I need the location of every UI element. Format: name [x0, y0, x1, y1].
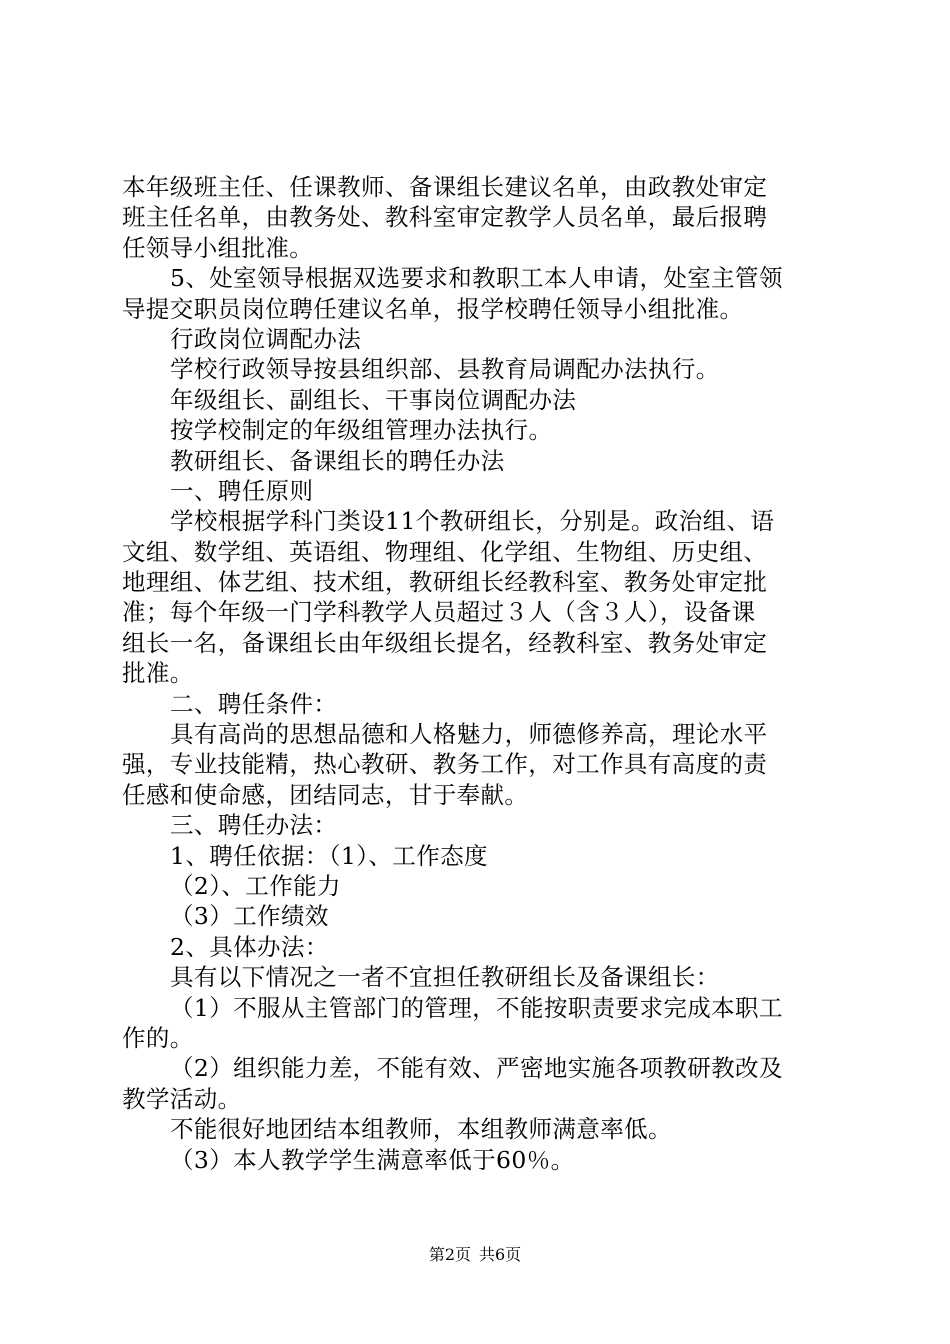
- text-line: 作的。: [122, 1023, 194, 1052]
- text-line: 2、具体办法：: [170, 932, 329, 961]
- text-line: （3）本人教学学生满意率低于60％。: [170, 1145, 575, 1174]
- text-line: 本年级班主任、任课教师、备课组长建议名单，由政教处审定: [122, 173, 768, 201]
- page-footer: [0, 1245, 950, 1265]
- document-body: [122, 172, 834, 1175]
- text-line: 具有以下情况之一者不宜担任教研组长及备课组长：: [170, 963, 720, 992]
- text-line: 1、聘任依据：（1）、工作态度: [170, 841, 488, 870]
- text-line: 具有高尚的思想品德和人格魅力，师德修养高，理论水平: [170, 720, 768, 749]
- text-line: （2）组织能力差，不能有效、严密地实施各项教研教改及: [170, 1054, 783, 1083]
- text-line: 任感和使命感，团结同志，甘于奉献。: [122, 780, 529, 809]
- text-line: 年级组长、副组长、干事岗位调配办法: [170, 385, 577, 414]
- text-line: 行政岗位调配办法: [170, 324, 362, 353]
- text-line: 批准。: [122, 659, 194, 688]
- text-line: 班主任名单，由教务处、教科室审定教学人员名单，最后报聘: [122, 203, 768, 232]
- text-line: 准；每个年级一门学科教学人员超过３人（含３人），设备课: [122, 598, 756, 627]
- text-line: 一、聘任原则: [170, 476, 314, 505]
- text-line: 导提交职员岗位聘任建议名单，报学校聘任领导小组批准。: [122, 294, 744, 323]
- text-line: 文组、数学组、英语组、物理组、化学组、生物组、历史组、: [122, 537, 768, 566]
- text-line: 学校根据学科门类设11个教研组长，分别是。政治组、语: [170, 507, 775, 536]
- text-line: 地理组、体艺组、技术组，教研组长经教科室、教务处审定批: [122, 568, 768, 597]
- text-line: 组长一名，备课组长由年级组长提名，经教科室、教务处审定: [122, 628, 768, 657]
- text-line: 不能很好地团结本组教师，本组教师满意率低。: [170, 1115, 672, 1144]
- page-total: 共6页: [479, 1245, 522, 1264]
- text-line: 教学活动。: [122, 1084, 242, 1113]
- text-line: 强，专业技能精，热心教研、教务工作，对工作具有高度的责: [122, 750, 768, 779]
- text-line: 学校行政领导按县组织部、县教育局调配办法执行。: [170, 355, 720, 384]
- text-line: 任领导小组批准。: [122, 233, 314, 262]
- text-line: 三、聘任办法：: [170, 811, 338, 840]
- text-line: 二、聘任条件：: [170, 689, 338, 718]
- text-line: 按学校制定的年级组管理办法执行。: [170, 416, 553, 445]
- text-line: （2）、工作能力: [170, 871, 341, 900]
- text-line: 5、处室领导根据双选要求和教职工本人申请，处室主管领: [170, 264, 783, 293]
- text-line: 教研组长、备课组长的聘任办法: [170, 446, 505, 475]
- page-number: 第2页: [428, 1245, 471, 1264]
- text-line: （1）不服从主管部门的管理，不能按职责要求完成本职工: [170, 993, 783, 1022]
- text-line: （3）工作绩效: [170, 902, 329, 931]
